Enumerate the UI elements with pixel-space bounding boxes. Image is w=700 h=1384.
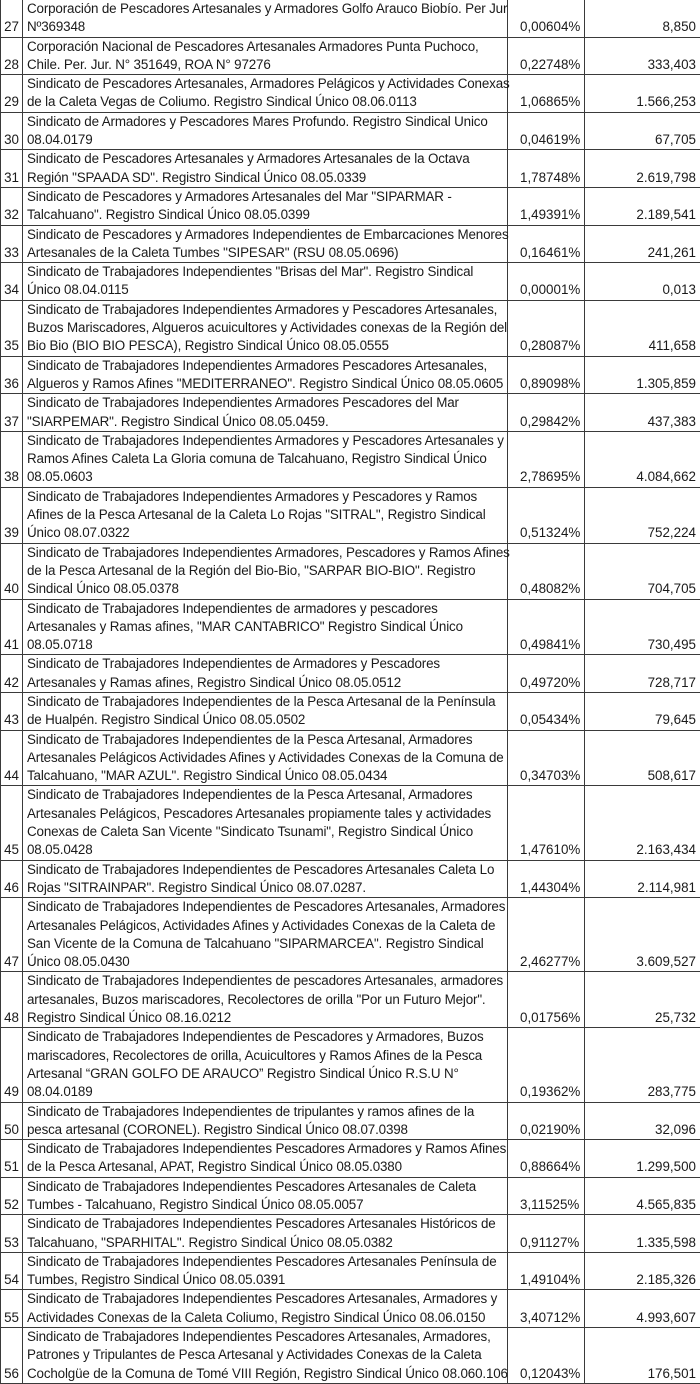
organization-name-line: "SIARPEMAR". Registro Sindical Único 08.05.0459. <box>27 413 504 431</box>
organization-name <box>23 1252 508 1290</box>
percentage-cell: 0,00604% <box>508 0 585 37</box>
table-row <box>1 37 700 75</box>
percentage-cell: 0,49720% <box>508 655 585 693</box>
table-row <box>1 112 700 150</box>
percentage-cell: 0,29842% <box>508 394 585 432</box>
organization-name-line: Cocholgüe de la Comuna de Tomé VIII Región, Registro Sindical Único 08.060.106 <box>27 1365 504 1383</box>
table-row <box>1 75 700 113</box>
organization-name <box>23 225 508 263</box>
organization-name-line: Sindicato de Trabajadores Independientes Pescadores Artesanales, Armadores, <box>27 1328 504 1346</box>
value-cell: 0,013 <box>585 263 700 301</box>
percentage-cell: 1,78748% <box>508 150 585 188</box>
organization-name-line: Sindicato de Trabajadores Independientes Armadores Pescadores Artesanales, <box>27 357 504 375</box>
organization-name-line: Chile. Per. Jur. N° 351649, ROA N° 97276 <box>27 56 504 74</box>
table-row <box>1 655 700 693</box>
organization-name-line: 08.05.0718 <box>27 636 504 654</box>
table-row <box>1 1140 700 1178</box>
row-number: 56 <box>1 1328 23 1384</box>
row-number: 52 <box>1 1177 23 1215</box>
row-number: 48 <box>1 972 23 1028</box>
table-body <box>1 0 700 1383</box>
organization-name <box>23 0 508 37</box>
row-number: 45 <box>1 786 23 860</box>
percentage-cell: 0,04619% <box>508 112 585 150</box>
organization-name-line: Sindicato de Trabajadores Independientes de la Pesca Artesanal de la Península <box>27 693 504 711</box>
row-number: 32 <box>1 187 23 225</box>
value-cell: 1.566,253 <box>585 75 700 113</box>
organization-name-line: de la Caleta Vegas de Coliumo. Registro Sindical Único 08.06.0113 <box>27 93 504 111</box>
organization-name-line: Sindicato de Armadores y Pescadores Mares Profundo. Registro Sindical Unico <box>27 113 504 131</box>
value-cell: 437,383 <box>585 394 700 432</box>
organization-name-line: Sindicato de Pescadores Artesanales y Armadores Artesanales de la Octava <box>27 150 504 168</box>
percentage-cell: 2,46277% <box>508 898 585 972</box>
percentage-cell: 2,78695% <box>508 431 585 487</box>
row-number: 36 <box>1 356 23 394</box>
percentage-cell: 0,28087% <box>508 300 585 356</box>
organization-name <box>23 1140 508 1178</box>
value-cell: 4.993,607 <box>585 1290 700 1328</box>
table-row <box>1 300 700 356</box>
value-cell: 2.189,541 <box>585 187 700 225</box>
value-cell: 1.305,859 <box>585 356 700 394</box>
percentage-cell: 1,44304% <box>508 860 585 898</box>
percentage-cell: 0,34703% <box>508 730 585 786</box>
organization-name <box>23 300 508 356</box>
organization-name-line: Artesanales y Ramas afines, Registro Sindical Único 08.05.0512 <box>27 674 504 692</box>
value-cell: 79,645 <box>585 692 700 730</box>
organization-name-line: Sindicato de Trabajadores Independientes Pescadores Artesanales Históricos de <box>27 1215 504 1233</box>
organization-name-line: Artesanales Pelágicos Actividades Afines y Actividades Conexas de la Comuna de <box>27 749 504 767</box>
value-cell: 8,850 <box>585 0 700 37</box>
organization-name-line: Sindicato de Trabajadores Independientes de Pescadores Artesanales Caleta Lo <box>27 861 504 879</box>
organization-name-line: Sindicato de Trabajadores Independientes Armadores, Pescadores y Ramos Afines <box>27 544 504 562</box>
row-number: 35 <box>1 300 23 356</box>
organization-name-line: Registro Sindical Único 08.16.0212 <box>27 1009 504 1027</box>
value-cell: 3.609,527 <box>585 898 700 972</box>
row-number: 44 <box>1 730 23 786</box>
organization-name-line: Sindicato de Trabajadores Independientes de la Pesca Artesanal, Armadores <box>27 786 504 804</box>
organization-name-line: Patrones y Tripulantes de Pesca Artesanal y Actividades Conexas de la Caleta <box>27 1346 504 1364</box>
organization-name-line: Afines de la Pesca Artesanal de la Caleta Lo Rojas "SITRAL", Registro Sindical <box>27 506 504 524</box>
organization-name-line: de Hualpén. Registro Sindical Único 08.05.0502 <box>27 711 504 729</box>
percentage-cell: 0,16461% <box>508 225 585 263</box>
organization-name <box>23 150 508 188</box>
organization-name-line: Sindicato de Trabajadores Independientes de pescadores Artesanales, armadores <box>27 972 504 990</box>
organization-name-line: Artesanales y Ramas afines, "MAR CANTABRICO" Registro Sindical Único <box>27 618 504 636</box>
organization-name-line: Tumbes - Talcahuano, Registro Sindical Único 08.05.0057 <box>27 1196 504 1214</box>
row-number: 54 <box>1 1252 23 1290</box>
row-number: 31 <box>1 150 23 188</box>
organization-name-line: Sindicato de Trabajadores Independientes de tripulantes y ramos afines de la <box>27 1103 504 1121</box>
organization-name-line: Sindicato de Trabajadores Independientes Pescadores Armadores y Ramos Afines <box>27 1140 504 1158</box>
organization-name <box>23 487 508 543</box>
organization-name-line: Sindicato de Trabajadores Independientes de Pescadores y Armadores, Buzos <box>27 1028 504 1046</box>
percentage-cell: 0,05434% <box>508 692 585 730</box>
organization-name-line: Bio Bio (BIO BIO PESCA), Registro Sindical Único 08.05.0555 <box>27 337 504 355</box>
row-number: 28 <box>1 37 23 75</box>
organization-name-line: 08.04.0179 <box>27 131 504 149</box>
table-row <box>1 543 700 599</box>
table-row <box>1 898 700 972</box>
row-number: 30 <box>1 112 23 150</box>
table-row <box>1 1290 700 1328</box>
row-number: 39 <box>1 487 23 543</box>
organization-name-line: de la Pesca Artesanal de la Región del Bio-Bio, "SARPAR BIO-BIO". Registro <box>27 562 504 580</box>
value-cell: 752,224 <box>585 487 700 543</box>
organization-name-line: Talcahuano, "MAR AZUL". Registro Sindical Único 08.05.0434 <box>27 767 504 785</box>
row-number: 42 <box>1 655 23 693</box>
percentage-cell: 1,49391% <box>508 187 585 225</box>
organization-name <box>23 786 508 860</box>
value-cell: 2.163,434 <box>585 786 700 860</box>
percentage-cell: 1,49104% <box>508 1252 585 1290</box>
value-cell: 241,261 <box>585 225 700 263</box>
value-cell: 704,705 <box>585 543 700 599</box>
organization-name-line: Sindicato de Pescadores Artesanales, Armadores Pelágicos y Actividades Conexas <box>27 75 504 93</box>
organization-name-line: Sindicato de Trabajadores Independientes de Pescadores Artesanales, Armadores <box>27 898 504 916</box>
value-cell: 1.335,598 <box>585 1215 700 1253</box>
organization-name-line: Talcahuano, "SPARHITAL". Registro Sindical Único 08.05.0382 <box>27 1234 504 1252</box>
organization-name-line: Talcahuano". Registro Sindical Único 08.05.0399 <box>27 206 504 224</box>
organization-name <box>23 1290 508 1328</box>
organization-name-line: Sindicato de Pescadores y Armadores Artesanales del Mar "SIPARMAR - <box>27 188 504 206</box>
table-row <box>1 356 700 394</box>
table-row <box>1 187 700 225</box>
organization-name-line: Sindical Único 08.05.0378 <box>27 580 504 598</box>
percentage-cell: 0,00001% <box>508 263 585 301</box>
row-number: 27 <box>1 0 23 37</box>
organization-name-line: Artesanales de la Caleta Tumbes "SIPESAR" (RSU 08.05.0696) <box>27 244 504 262</box>
table-row <box>1 599 700 655</box>
value-cell: 2.114,981 <box>585 860 700 898</box>
organization-name-line: Región "SPAADA SD". Registro Sindical Único 08.05.0339 <box>27 169 504 187</box>
table-row <box>1 860 700 898</box>
organization-name-line: Sindicato de Trabajadores Independientes de la Pesca Artesanal, Armadores <box>27 731 504 749</box>
organization-name-line: Sindicato de Trabajadores Independientes Pescadores Artesanales, Armadores y <box>27 1290 504 1308</box>
organization-name <box>23 187 508 225</box>
organization-name-line: 08.05.0603 <box>27 468 504 486</box>
table-row <box>1 730 700 786</box>
organization-name-line: Artesanal “GRAN GOLFO DE ARAUCO” Registro Sindical Único R.S.U N° <box>27 1065 504 1083</box>
value-cell: 283,775 <box>585 1028 700 1102</box>
value-cell: 25,732 <box>585 972 700 1028</box>
value-cell: 333,403 <box>585 37 700 75</box>
organization-name-line: Corporación Nacional de Pescadores Artesanales Armadores Punta Puchoco, <box>27 38 504 56</box>
percentage-cell: 0,49841% <box>508 599 585 655</box>
table-row <box>1 1328 700 1384</box>
organization-name-line: Único 08.07.0322 <box>27 524 504 542</box>
value-cell: 67,705 <box>585 112 700 150</box>
organization-name <box>23 431 508 487</box>
percentage-cell: 1,47610% <box>508 786 585 860</box>
organization-name-line: Actividades Conexas de la Caleta Coliumo, Registro Sindical Único 08.06.0150 <box>27 1309 504 1327</box>
organization-name-line: Sindicato de Trabajadores Independientes de armadores y pescadores <box>27 600 504 618</box>
organization-name-line: Sindicato de Trabajadores Independientes "Brisas del Mar". Registro Sindical <box>27 263 504 281</box>
table-row <box>1 692 700 730</box>
organization-name-line: mariscadores, Recolectores de orilla, Acuicultores y Ramos Afines de la Pesca <box>27 1047 504 1065</box>
organization-name-line: Sindicato de Trabajadores Independientes Armadores y Pescadores Artesanales y <box>27 432 504 450</box>
table-row <box>1 786 700 860</box>
percentage-cell: 0,22748% <box>508 37 585 75</box>
table-row <box>1 1215 700 1253</box>
organization-name <box>23 543 508 599</box>
organization-name-line: Tumbes, Registro Sindical Único 08.05.0391 <box>27 1271 504 1289</box>
organization-name-line: Sindicato de Trabajadores Independientes Armadores y Pescadores y Ramos <box>27 488 504 506</box>
organization-name-line: pesca artesanal (CORONEL). Registro Sindical Único 08.07.0398 <box>27 1121 504 1139</box>
percentage-cell: 1,06865% <box>508 75 585 113</box>
percentage-cell: 0,91127% <box>508 1215 585 1253</box>
value-cell: 4.565,835 <box>585 1177 700 1215</box>
organization-name-line: Rojas "SITRAINPAR". Registro Sindical Único 08.07.0287. <box>27 879 504 897</box>
organization-name <box>23 112 508 150</box>
table-row <box>1 225 700 263</box>
value-cell: 32,096 <box>585 1102 700 1140</box>
organization-name <box>23 1102 508 1140</box>
organization-name-line: Sindicato de Pescadores y Armadores Independientes de Embarcaciones Menores <box>27 226 504 244</box>
organization-name-line: Ramos Afines Caleta La Gloria comuna de Talcahuano, Registro Sindical Único <box>27 450 504 468</box>
organization-name-line: Sindicato de Trabajadores Independientes Pescadores Artesanales de Caleta <box>27 1178 504 1196</box>
organization-name-line: Sindicato de Trabajadores Independientes de Armadores y Pescadores <box>27 655 504 673</box>
row-number: 38 <box>1 431 23 487</box>
organization-name-line: Artesanales Pelágicos, Actividades Afines y Actividades Conexas de la Caleta de <box>27 917 504 935</box>
table-row <box>1 1252 700 1290</box>
value-cell: 2.185,326 <box>585 1252 700 1290</box>
row-number: 55 <box>1 1290 23 1328</box>
organization-name-line: Artesanales Pelágicos, Pescadores Artesanales propiamente tales y actividades <box>27 805 504 823</box>
row-number: 47 <box>1 898 23 972</box>
organization-name-line: Buzos Mariscadores, Algueros acuicultores y Actividades conexas de la Región del <box>27 319 504 337</box>
value-cell: 411,658 <box>585 300 700 356</box>
organization-name-line: artesanales, Buzos mariscadores, Recolectores de orilla "Por un Futuro Mejor". <box>27 991 504 1009</box>
row-number: 50 <box>1 1102 23 1140</box>
row-number: 40 <box>1 543 23 599</box>
row-number: 43 <box>1 692 23 730</box>
percentage-cell: 0,02190% <box>508 1102 585 1140</box>
row-number: 33 <box>1 225 23 263</box>
organization-name <box>23 972 508 1028</box>
value-cell: 4.084,662 <box>585 431 700 487</box>
percentage-cell: 0,12043% <box>508 1328 585 1384</box>
percentage-cell: 0,51324% <box>508 487 585 543</box>
organization-name <box>23 1215 508 1253</box>
organization-name-line: Sindicato de Trabajadores Independientes Armadores Pescadores del Mar <box>27 394 504 412</box>
table-row <box>1 972 700 1028</box>
row-number: 34 <box>1 263 23 301</box>
table-row <box>1 394 700 432</box>
organization-name-line: Nº369348 <box>27 18 504 36</box>
organization-name <box>23 730 508 786</box>
organization-name-line: Algueros y Ramos Afines "MEDITERRANEO". Registro Sindical Único 08.05.0605 <box>27 375 504 393</box>
row-number: 41 <box>1 599 23 655</box>
organization-name <box>23 898 508 972</box>
row-number: 37 <box>1 394 23 432</box>
row-number: 49 <box>1 1028 23 1102</box>
percentage-cell: 0,01756% <box>508 972 585 1028</box>
organization-name-line: Conexas de Caleta San Vicente "Sindicato Tsunami", Registro Sindical Único <box>27 823 504 841</box>
organization-name <box>23 356 508 394</box>
organization-name <box>23 1028 508 1102</box>
table-row <box>1 263 700 301</box>
row-number: 46 <box>1 860 23 898</box>
organization-name-line: 08.05.0428 <box>27 841 504 859</box>
organization-name <box>23 394 508 432</box>
organization-name-line: San Vicente de la Comuna de Talcahuano "SIPARMARCEA". Registro Sindical <box>27 935 504 953</box>
percentage-cell: 0,19362% <box>508 1028 585 1102</box>
table-row <box>1 0 700 37</box>
organization-name-line: Corporación de Pescadores Artesanales y Armadores Golfo Arauco Biobío. Per Jur <box>27 0 504 18</box>
organization-name <box>23 692 508 730</box>
row-number: 29 <box>1 75 23 113</box>
percentage-cell: 0,89098% <box>508 356 585 394</box>
organization-name-line: Sindicato de Trabajadores Independientes Armadores y Pescadores Artesanales, <box>27 301 504 319</box>
organization-name-line: Único 08.05.0430 <box>27 953 504 971</box>
value-cell: 2.619,798 <box>585 150 700 188</box>
table-row <box>1 487 700 543</box>
organization-name-line: 08.04.0189 <box>27 1083 504 1101</box>
table-row <box>1 1028 700 1102</box>
percentage-cell: 3,40712% <box>508 1290 585 1328</box>
table-row <box>1 150 700 188</box>
row-number: 53 <box>1 1215 23 1253</box>
percentage-cell: 3,11525% <box>508 1177 585 1215</box>
organization-name <box>23 599 508 655</box>
percentage-cell: 0,88664% <box>508 1140 585 1178</box>
value-cell: 1.299,500 <box>585 1140 700 1178</box>
organization-name-line: Único 08.04.0115 <box>27 281 504 299</box>
organization-name <box>23 860 508 898</box>
value-cell: 728,717 <box>585 655 700 693</box>
value-cell: 176,501 <box>585 1328 700 1384</box>
table-row <box>1 1177 700 1215</box>
organization-name <box>23 75 508 113</box>
table-row <box>1 1102 700 1140</box>
organization-name-line: de la Pesca Artesanal, APAT, Registro Sindical Único 08.05.0380 <box>27 1158 504 1176</box>
organization-name <box>23 1177 508 1215</box>
value-cell: 508,617 <box>585 730 700 786</box>
organization-name <box>23 655 508 693</box>
organization-name <box>23 263 508 301</box>
organization-name-line: Sindicato de Trabajadores Independientes Pescadores Artesanales Península de <box>27 1253 504 1271</box>
table-row <box>1 431 700 487</box>
percentage-cell: 0,48082% <box>508 543 585 599</box>
value-cell: 730,495 <box>585 599 700 655</box>
row-number: 51 <box>1 1140 23 1178</box>
organization-name <box>23 37 508 75</box>
organization-name <box>23 1328 508 1384</box>
